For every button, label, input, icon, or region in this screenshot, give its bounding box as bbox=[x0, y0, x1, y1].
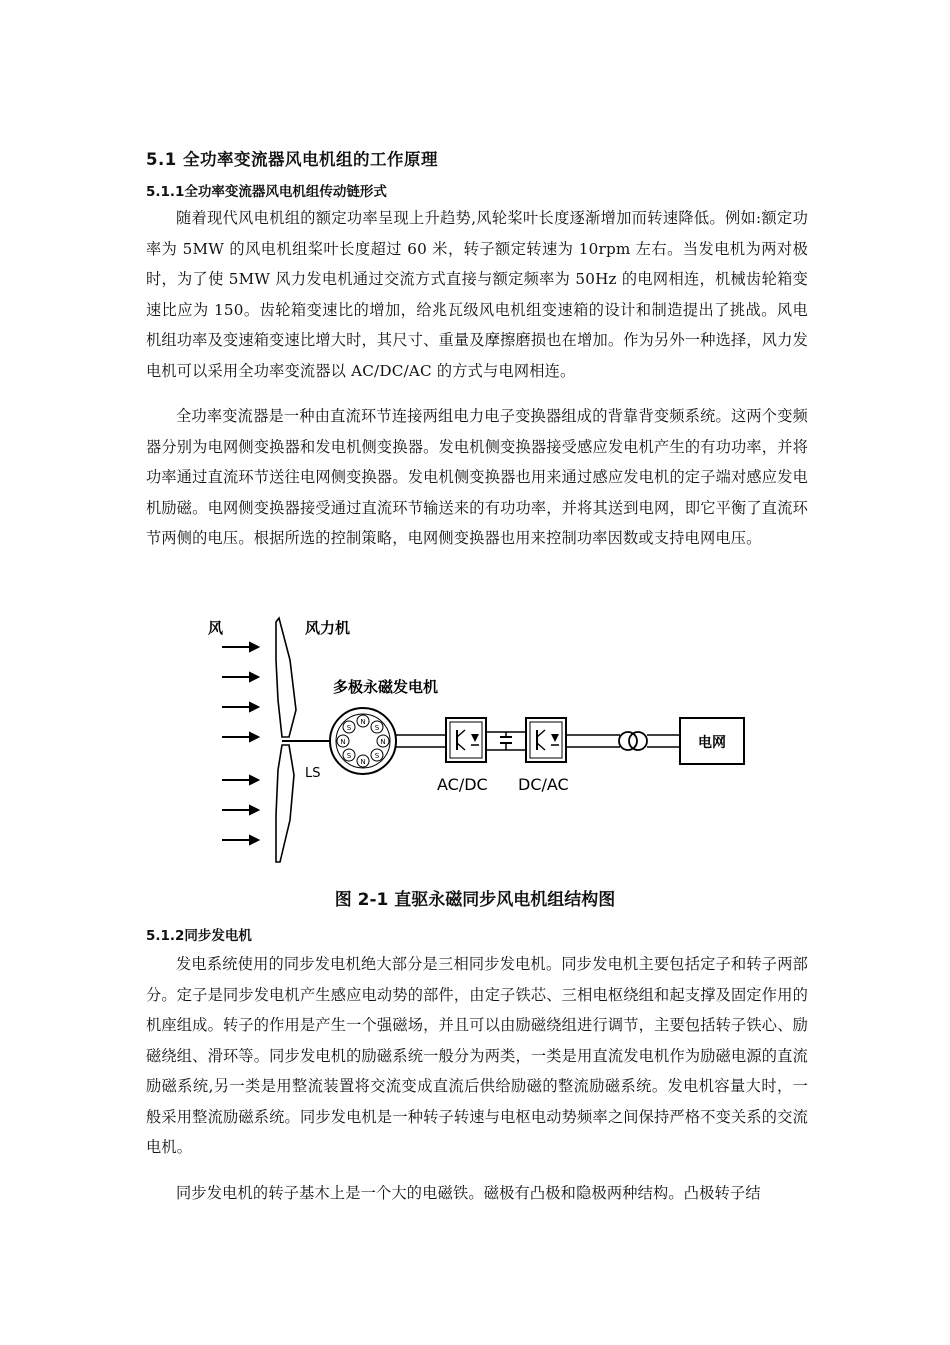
paragraph-4: 同步发电机的转子基木上是一个大的电磁铁。磁极有凸极和隐极两种结构。凸极转子结 bbox=[176, 1184, 761, 1202]
paragraph-3: 发电系统使用的同步发电机绝大部分是三相同步发电机。同步发电机主要包括定子和转子两部分。定子是同步发电机产生感应电动势的部件，由定子铁芯、三相电枢绕组和起支撑及固定作用的机座组成。转子的作用是产生一个强磁场，并且可以由励磁绕组进行调节，主要包括转子铁心、励磁绕组、滑环等。同步发电机的励磁系统一般分为两类，一类是用直流发电机作为励磁电源的直流励磁系统,另一类是用整流装置将交流变成直流后供给励磁的整流励磁系统。发电机容量大时，一般采用整流励磁系统。同步发电机是一种转子转速与电枢电动势频率之间保持严格不变关系的交流电机。 bbox=[146, 955, 808, 1156]
transformer-icon bbox=[619, 732, 647, 750]
generator-label: 多极永磁发电机 bbox=[333, 678, 439, 696]
paragraph-1: 随着现代风电机组的额定功率呈现上升趋势,风轮桨叶长度逐渐增加而转速降低。例如:额定功率为 5MW 的风电机组桨叶长度超过 60 米，转子额定转速为 10rpm 左右。当发电机为两对极时，为了使 5MW 风力发电机通过交流方式直接与额定频率为 50Hz 的电网相连，机械齿轮箱变速比应为 150。齿轮箱变速比的增加，给兆瓦级风电机组变速箱的设计和制造提出了挑战。风电机组功率及变速箱变速比增大时，其尺寸、重量及摩擦磨损也在增加。作为另外一种选择，风力发电机可以采用全功率变流器以 AC/DC/AC 的方式与电网相连。 bbox=[146, 209, 808, 380]
wind-arrow-icon bbox=[222, 836, 258, 844]
pole-n-label: N bbox=[360, 718, 366, 726]
dcac-converter-icon bbox=[526, 718, 566, 762]
pole-s-label: S bbox=[346, 752, 352, 760]
wind-arrow-icon bbox=[222, 733, 258, 741]
subsection-heading-2: 5.1.2同步发电机 bbox=[146, 928, 252, 944]
figure-caption: 图 2-1 直驱永磁同步风电机组结构图 bbox=[334, 890, 616, 910]
wind-arrow-icon bbox=[222, 776, 258, 784]
wind-arrow-icon bbox=[222, 806, 258, 814]
turbine-blade-lower-icon bbox=[276, 745, 294, 862]
wind-arrow-icon bbox=[222, 673, 258, 681]
dc-link-capacitor-icon bbox=[500, 732, 512, 750]
subsection-heading-1: 5.1.1全功率变流器风电机组传动链形式 bbox=[146, 184, 387, 200]
wind-arrows bbox=[222, 643, 258, 844]
turbine-blade-upper-icon bbox=[276, 618, 296, 737]
wind-label: 风 bbox=[208, 619, 224, 637]
pole-n-label: N bbox=[360, 758, 366, 766]
pm-generator-icon bbox=[330, 708, 396, 774]
wind-turbine-diagram bbox=[0, 600, 950, 880]
wind-arrow-icon bbox=[222, 703, 258, 711]
pole-n-label: N bbox=[340, 738, 346, 746]
acdc-converter-icon bbox=[446, 718, 486, 762]
grid-label: 电网 bbox=[698, 735, 726, 751]
pole-s-label: S bbox=[346, 724, 352, 732]
paragraph-2: 全功率变流器是一种由直流环节连接两组电力电子变换器组成的背靠背变频系统。这两个变频器分别为电网侧变换器和发电机侧变换器。发电机侧变换器接受感应发电机产生的有功功率，并将功率通过直流环节送往电网侧变换器。发电机侧变换器也用来通过感应发电机的定子端对感应发电机励磁。电网侧变换器接受通过直流环节输送来的有功功率，并将其送到电网，即它平衡了直流环节两侧的电压。根据所选的控制策略，电网侧变换器也用来控制功率因数或支持电网电压。 bbox=[146, 407, 808, 547]
acdc-label: AC/DC bbox=[437, 775, 488, 794]
pole-s-label: S bbox=[374, 752, 380, 760]
section-heading: 5.1 全功率变流器风电机组的工作原理 bbox=[146, 150, 438, 169]
ls-label: LS bbox=[305, 766, 321, 781]
pole-s-label: S bbox=[374, 724, 380, 732]
wind-arrow-icon bbox=[222, 643, 258, 651]
dcac-label: DC/AC bbox=[518, 775, 569, 794]
turbine-label: 风力机 bbox=[305, 619, 351, 637]
pole-n-label: N bbox=[380, 738, 386, 746]
